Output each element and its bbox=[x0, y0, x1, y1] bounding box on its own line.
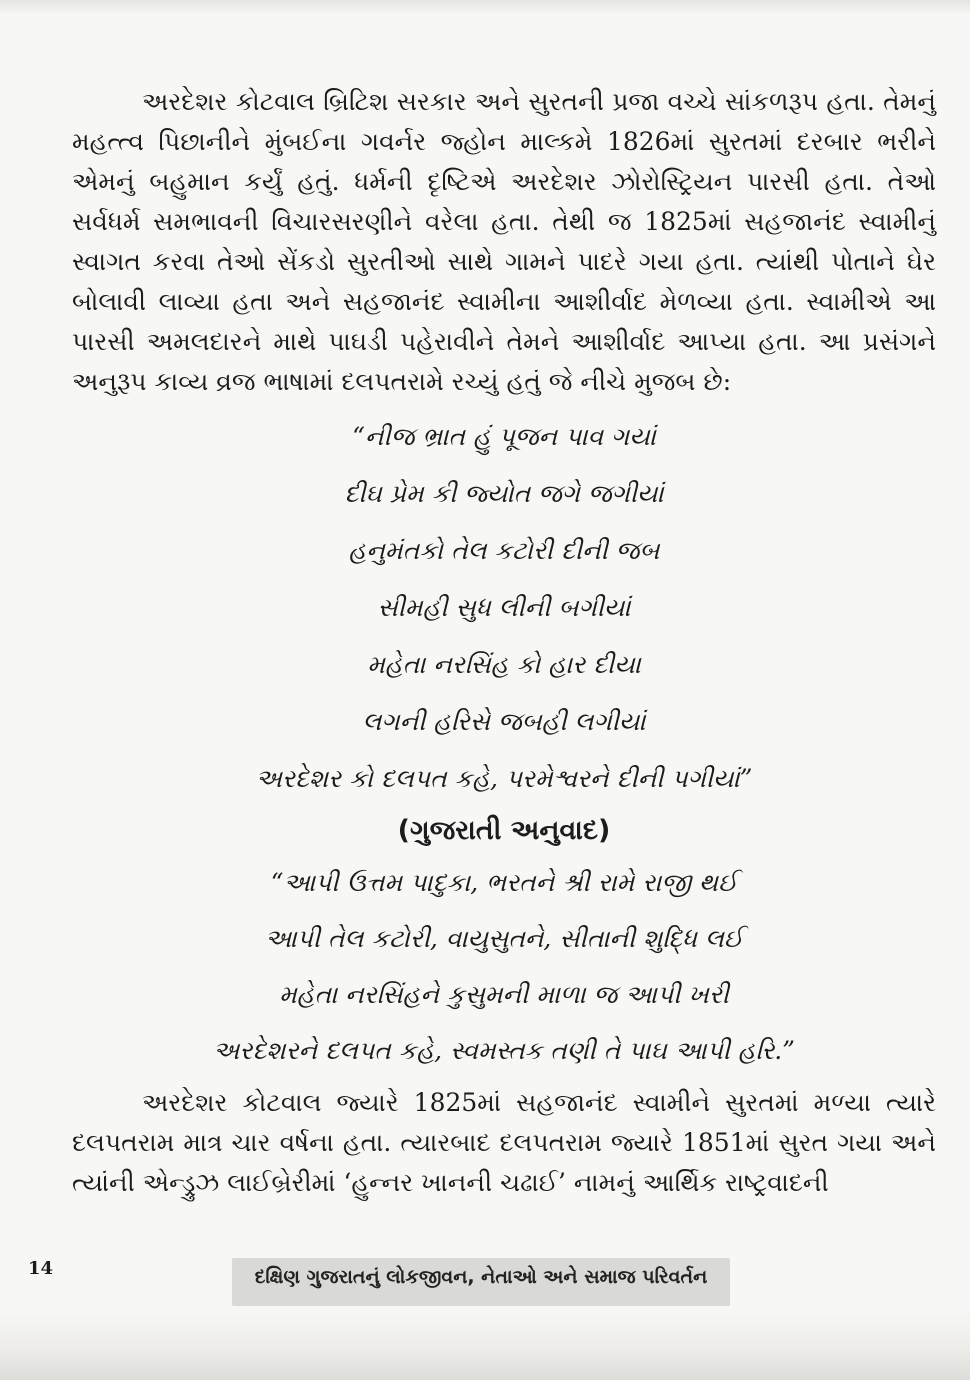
paper-edge-top bbox=[0, 0, 970, 14]
poem-line: લગની હરિસે જબહી લગીયાં bbox=[362, 707, 646, 736]
poem-line: “આપી ઉત્તમ પાદુકા, ભરતને શ્રી રામે રાજી થઈ bbox=[270, 868, 738, 897]
braj-poem bbox=[72, 408, 936, 807]
poem-line: મહેતા નરસિંહને કુસુમની માળા જ આપી ખરી bbox=[279, 980, 729, 1009]
paragraph-1: અરદેશર કોટવાલ બ્રિટિશ સરકાર અને સુરતની પ્રજા વચ્ચે સાંકળરૂપ હતા. તેમનું મહત્ત્વ પિછાનીને મુંબઈના ગવર્નર જ્હોન માલ્કમે 1826માં સુરતમાં દરબાર ભરીને એમનું બહુમાન કર્યું હતું. ધર્મની દૃષ્ટિએ અરદેશર ઝોરોસ્ટ્રિયન પારસી હતા. તેઓ સર્વધર્મ સમભાવની વિચારસરણીને વરેલા હતા. તેથી જ 1825માં સહજાનંદ સ્વામીનું સ્વાગત કરવા તેઓ સેંકડો સુરતીઓ સાથે ગામને પાદરે ગયા હતા. ત્યાંથી પોતાને ઘેર બોલાવી લાવ્યા હતા અને સહજાનંદ સ્વામીના આશીર્વાદ મેળવ્યા હતા. સ્વામીએ આ પારસી અમલદારને માથે પાઘડી પહેરાવીને તેમને આશીર્વાદ આપ્યા હતા. આ પ્રસંગને અનુરૂપ કાવ્ય વ્રજ ભાષામાં દલપતરામે રચ્યું હતું જે નીચે મુજબ છે: bbox=[72, 87, 936, 396]
page-number: 14 bbox=[28, 1258, 54, 1279]
poem-line: આપી તેલ કટોરી, વાયુસુતને, સીતાની શુદ્ધિ લઈ bbox=[264, 924, 744, 953]
paper-edge-bottom bbox=[0, 1310, 970, 1380]
poem-line: અરદેશરને દલપત કહે, સ્વમસ્તક તણી તે પાઘ આપી હરિ.” bbox=[213, 1036, 795, 1065]
poem-line: અરદેશર કો દલપત કહે, પરમેશ્વરને દીની પગીયાં” bbox=[255, 764, 753, 793]
poem-line: મહેતા નરસિંહ કો હાર દીયા bbox=[367, 650, 641, 679]
page-body bbox=[72, 82, 936, 1203]
poem-line: “નીજ ભ્રાત હું પૂજન પાવ ગયાં bbox=[352, 422, 656, 451]
poem-line: દીઘ પ્રેમ કી જ્યોત જગે જગીયાં bbox=[344, 479, 664, 508]
paragraph-2: અરદેશર કોટવાલ જ્યારે 1825માં સહજાનંદ સ્વામીને સુરતમાં મળ્યા ત્યારે દલપતરામ માત્ર ચાર વર્ષના હતા. ત્યારબાદ દલપતરામ જ્યારે 1851માં સુરત ગયા અને ત્યાંની એન્ડ્રુઝ લાઈબ્રેરીમાં ‘હુન્નર ખાનની ચઢાઈ’ નામનું આર્થિક રાષ્ટ્રવાદની bbox=[72, 1088, 936, 1197]
running-footer-title: દક્ષિણ ગુજરાતનું લોકજીવન, નેતાઓ અને સમાજ પરિવર્તન bbox=[254, 1266, 708, 1288]
poem-line: હનુમંતકો તેલ કટોરી દીની જબ bbox=[348, 536, 660, 565]
gujarati-translation-poem bbox=[72, 855, 936, 1079]
poem-line: સીમહી સુધ લીની બગીયાં bbox=[377, 593, 631, 622]
translation-heading: (ગુજરાતી અનુવાદ) bbox=[397, 815, 611, 846]
